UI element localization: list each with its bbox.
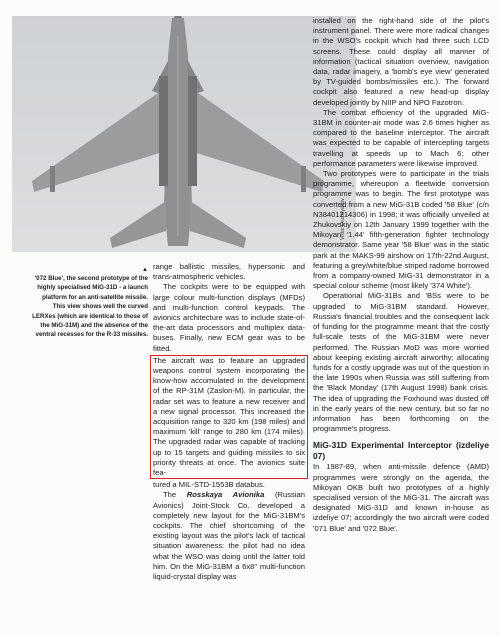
company-name: Rosskaya Avionika [186, 490, 265, 500]
right-column [313, 16, 489, 534]
paragraph: The combat efficiency of the upgraded MiG-31BM in counter-air mode was 2.6 times higher as compared to the baseline interceptor. The aircraft was expected to be capable of intercepting targets travelling at speeds up to Mach 6; other performance parameters were likewise improved. [313, 107, 489, 168]
section-heading: MiG-31D Experimental Interceptor (izdeliye 07) [313, 440, 489, 462]
photo-caption: '072 Blue', the second prototype of the highly specialised MiG-31D - a launch platform for an anti-satellite missile. This view shows well the curved LERXes (which are identical to those of the MiG-31M) and the absence of the ventral recesses for the R-33 missiles. [32, 275, 148, 339]
paragraph: Operational MiG-31Bs and 'BSs were to be upgraded to MiG-31BM standard. However, Russia's financial troubles and the consequent lack of funding for the programme meant that the costly full-scale tests of the MiG-31BM were never performed. The Russian MoD was more worried about keeping existing aircraft airworthy; allocating funds for a costly upgrade was out of the question in the late 1990s when Russia was still suffering from the 'Black Monday' (17th August 1998) bank crisis. The idea of upgrading the Foxhound was dusted off in the early years of the new century, but so far no information has been forthcoming on the programme's progress. [313, 291, 489, 434]
photo-caption-block [30, 266, 148, 340]
paragraph: range ballistic missiles, hypersonic and trans-atmospheric vehicles. [153, 262, 305, 282]
paragraph: tured a MIL-STD-1553B databus. [153, 480, 265, 490]
paragraph: The cockpits were to be equipped with large colour multi-function displays (MFDs) and multi-function control keypads. The avionics architecture was to include state-of-the-art data processors and multiplex data-buses. Finally, new ECM gear was to be fitted. [153, 282, 305, 353]
text-run: (Russian Avionics) Joint-Stock Co. developed a completely new layout for the MiG-31BM's cockpits. The chief shortcoming of the existing layout was the pilot's lack of tactical situation awareness: the pilot had no idea what the WSO was doing until the latter told him. On the MiG-31BM a 6x8" multi-function liquid-crystal display was [153, 490, 305, 582]
text-run: The [163, 490, 187, 500]
highlighted-paragraph: The aircraft was to feature an upgraded weapons control system incorporating the know-how accumulated in the development of the RP-31M (Zaslon-M). In particular, the radar set was to feature a new receiver and a new signal processor. This increased the acquisition range to 320 km (198 miles) and maximum 'kill' range to 280 km (174 miles). The upgraded radar was capable of tracking up to 15 targets and guiding missiles to six priority threats at once. The avionics suite fea- [153, 355, 305, 478]
highlight-box [150, 355, 308, 479]
caption-up-arrow-icon: ▲ [142, 267, 148, 273]
photo-credit: Viktor Drushlyakov [340, 198, 346, 240]
middle-column [153, 262, 305, 582]
paragraph: In 1987-89, when anti-missile defence (AMD) programmes were strongly on the agenda, the Mikoyan OKB built two prototypes of a highly specialised version of the MiG-31. The aircraft was designated MiG-31D and known in-house as izdeliye 07; accordingly the two aircraft were coded '071 Blue' and '072 Blue'. [313, 462, 489, 533]
paragraph: installed on the right-hand side of the pilot's instrument panel. There were more radical changes in the WSO's cockpit which had three such LCD screens. These could display all manner of information (tactical situation overview, navigation data, radar imagery, a 'bomb's eye view' generated by TV-guided bombs/missiles etc.). The forward cockpit also featured a new head-up display developed jointly by NIIP and NPO Fazotron. [313, 16, 489, 107]
aircraft-photo [12, 16, 356, 252]
paragraph [153, 490, 305, 582]
paragraph: Two prototypes were to participate in the trials programme, whereupon a fleetwide conversion programme was to begin. The first prototype was converted from a new MiG-31B coded '58 Blue' (c/n N38401214306) in 1998; it was officially unveiled at Zhukovskiy on 12th January 1999 together with the Mikoyan '1.44' fifth-generation fighter technology demonstrator. Same year '58 Blue' was in the static park at the MAKS-99 airshow on 17th-22nd August, featuring a grey/white/blue striped radome borrowed from a company-owned MiG-31 demonstrator in a special colour scheme (most likely '374 White'). [313, 169, 489, 291]
mig-31d-aircraft-image [12, 16, 356, 252]
